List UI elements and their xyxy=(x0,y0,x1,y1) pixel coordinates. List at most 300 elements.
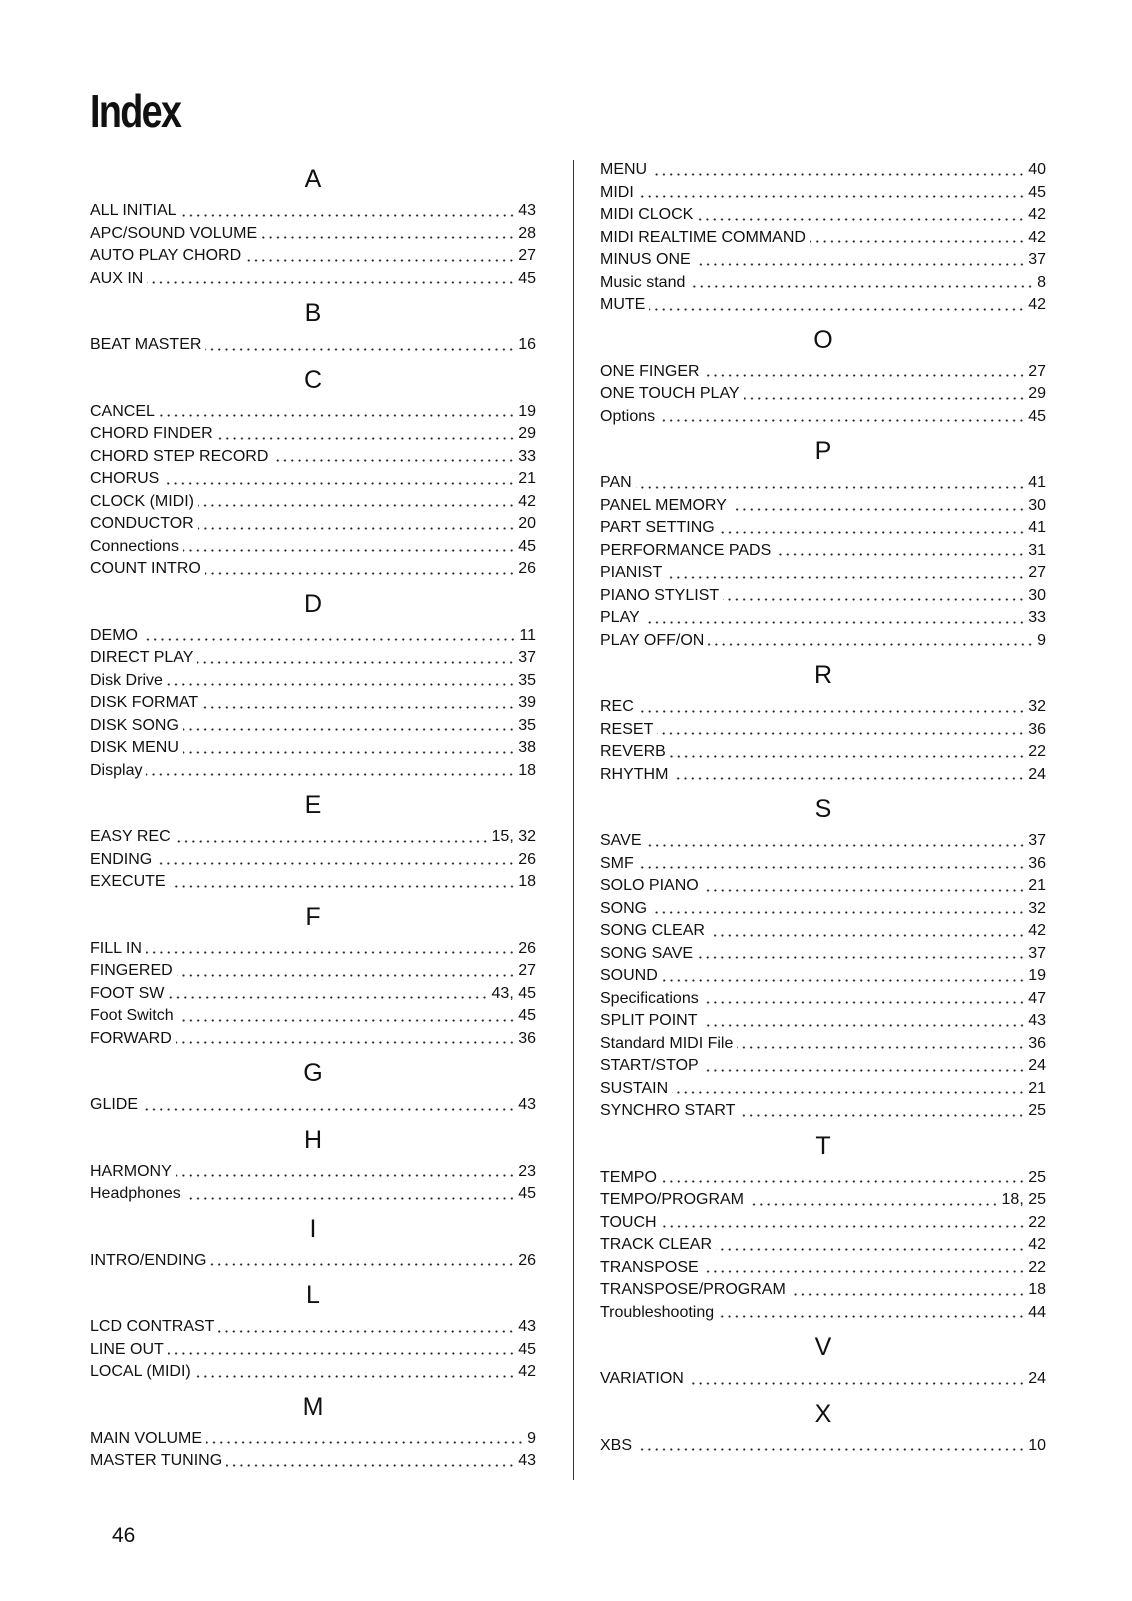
leader-dots xyxy=(703,1270,1026,1273)
entry-term: ALL INITIAL xyxy=(90,202,177,219)
entry-term: BEAT MASTER xyxy=(90,336,202,353)
index-section xyxy=(600,1123,1046,1325)
entry-term: CLOCK (MIDI) xyxy=(90,492,194,510)
entry-page: 42 xyxy=(1028,1236,1046,1253)
entry-page: 11 xyxy=(519,626,536,644)
entry-term: LOCAL (MIDI) xyxy=(90,1363,191,1380)
entry-page: 24 xyxy=(1028,1370,1046,1387)
entry-page: 32 xyxy=(1028,698,1046,715)
index-entry xyxy=(600,988,1046,1011)
entry-term: CHORD FINDER xyxy=(90,425,213,442)
entry-page: 30 xyxy=(1028,496,1046,514)
leader-dots xyxy=(142,1108,515,1111)
entry-term: PIANO STYLIST xyxy=(600,586,720,604)
entry-page: 21 xyxy=(1028,877,1046,894)
entry-term: SYNCHRO START xyxy=(600,1102,736,1119)
entry-page: 23 xyxy=(518,1162,536,1180)
index-entry xyxy=(90,1250,536,1273)
leader-dots xyxy=(181,214,516,217)
entry-term: REC xyxy=(600,698,634,715)
index-entry xyxy=(600,943,1046,966)
entry-page: 41 xyxy=(1028,474,1046,491)
entry-page: 27 xyxy=(518,247,536,264)
entry-page: 26 xyxy=(518,939,536,957)
leader-dots xyxy=(697,218,1025,221)
entry-term: FOOT SW xyxy=(90,984,165,1002)
entry-term: APC/SOUND VOLUME xyxy=(90,224,258,242)
entry-term: DEMO xyxy=(90,626,138,644)
index-column-right xyxy=(600,159,1046,1457)
leader-dots xyxy=(261,236,515,239)
leader-dots xyxy=(703,1069,1026,1072)
entry-page: 26 xyxy=(518,560,536,577)
index-entry xyxy=(90,513,536,536)
entry-term: SMF xyxy=(600,854,634,872)
index-entry xyxy=(600,1055,1046,1078)
entry-term: DIRECT PLAY xyxy=(90,649,194,666)
index-entry xyxy=(600,249,1046,272)
index-entry xyxy=(600,294,1046,317)
entry-page: 18 xyxy=(518,761,536,779)
entry-term: SPLIT POINT xyxy=(600,1012,698,1029)
entry-term: AUTO PLAY CHORD xyxy=(90,247,242,264)
index-entry xyxy=(90,826,536,849)
entry-page: 18, 25 xyxy=(1001,1191,1046,1208)
index-entry xyxy=(600,898,1046,921)
entry-term: DISK MENU xyxy=(90,739,179,756)
entry-term: LCD CONTRAST xyxy=(90,1318,215,1335)
entry-page: 16 xyxy=(518,336,536,353)
index-section xyxy=(600,786,1046,1123)
index-entry xyxy=(600,227,1046,250)
entry-term: MIDI xyxy=(600,183,634,201)
section-letter: F xyxy=(305,902,321,931)
entry-term: ONE TOUCH PLAY xyxy=(600,385,740,402)
entry-page: 42 xyxy=(518,1363,536,1380)
index-entry xyxy=(90,938,536,961)
entry-page: 21 xyxy=(518,470,536,487)
index-entry xyxy=(600,272,1046,295)
leader-dots xyxy=(205,348,515,351)
entry-term: COUNT INTRO xyxy=(90,560,201,577)
index-entry xyxy=(600,719,1046,742)
index-entry xyxy=(600,1212,1046,1235)
entry-page: 31 xyxy=(1028,541,1046,559)
entry-term: CHORD STEP RECORD xyxy=(90,447,269,465)
entry-term: LINE OUT xyxy=(90,1340,164,1358)
entry-page: 27 xyxy=(1028,362,1046,380)
entry-term: MASTER TUNING xyxy=(90,1452,223,1469)
leader-dots xyxy=(177,974,516,977)
entry-page: 35 xyxy=(518,671,536,689)
entry-page: 37 xyxy=(1028,251,1046,268)
entry-term: Music stand xyxy=(600,273,686,291)
section-letter: E xyxy=(304,791,322,819)
leader-dots xyxy=(731,508,1025,511)
entry-term: PIANIST xyxy=(600,564,663,581)
index-entry xyxy=(90,334,536,357)
entry-page: 45 xyxy=(518,1185,536,1202)
index-entry xyxy=(600,1167,1046,1190)
leader-dots xyxy=(205,572,515,575)
index-entry xyxy=(600,159,1046,182)
index-entry xyxy=(600,1100,1046,1123)
entry-term: TEMPO/PROGRAM xyxy=(600,1191,745,1208)
section-letter: R xyxy=(813,661,833,689)
index-section xyxy=(90,1117,536,1206)
entry-term: FILL IN xyxy=(90,939,142,957)
section-letter: L xyxy=(306,1281,320,1309)
leader-dots xyxy=(703,889,1026,892)
section-letter: P xyxy=(814,437,832,465)
entry-term: Display xyxy=(90,761,143,779)
entry-page: 36 xyxy=(518,1029,536,1047)
index-section xyxy=(600,652,1046,786)
index-entry xyxy=(600,540,1046,563)
entry-term: Specifications xyxy=(600,989,699,1007)
index-entry xyxy=(90,468,536,491)
index-entry xyxy=(600,764,1046,787)
leader-dots xyxy=(688,1382,1025,1385)
entry-term: FINGERED xyxy=(90,962,173,979)
leader-dots xyxy=(748,1203,999,1206)
leader-dots xyxy=(636,1448,1025,1451)
leader-dots xyxy=(659,419,1025,422)
entry-page: 8 xyxy=(1037,273,1046,291)
section-letter: M xyxy=(302,1392,324,1421)
index-entry xyxy=(600,1010,1046,1033)
leader-dots xyxy=(744,397,1026,400)
index-entry xyxy=(600,1279,1046,1302)
leader-dots xyxy=(670,755,1025,758)
entry-page: 24 xyxy=(1028,765,1046,783)
entry-page: 21 xyxy=(1028,1079,1046,1097)
leader-dots xyxy=(198,504,515,507)
index-entry xyxy=(600,406,1046,429)
index-entry xyxy=(90,536,536,559)
index-entry xyxy=(600,1033,1046,1056)
entry-term: SONG CLEAR xyxy=(600,922,705,939)
index-entry xyxy=(600,853,1046,876)
entry-page: 29 xyxy=(518,425,536,442)
index-entry xyxy=(90,849,536,872)
leader-dots xyxy=(245,259,515,262)
leader-dots xyxy=(218,1330,515,1333)
section-letter: H xyxy=(303,1125,323,1154)
entry-page: 25 xyxy=(1028,1102,1046,1119)
entry-page: 45 xyxy=(518,1340,536,1358)
index-section xyxy=(600,159,1046,317)
entry-term: SONG SAVE xyxy=(600,944,694,962)
leader-dots xyxy=(719,531,1026,534)
entry-page: 18 xyxy=(1028,1281,1046,1298)
index-entry xyxy=(90,1450,536,1473)
entry-term: CONDUCTOR xyxy=(90,515,194,532)
index-entry xyxy=(600,517,1046,540)
leader-dots xyxy=(202,706,515,709)
entry-term: PART SETTING xyxy=(600,519,715,536)
entry-term: CANCEL xyxy=(90,402,155,420)
leader-dots xyxy=(195,1375,515,1378)
leader-dots xyxy=(185,1197,515,1200)
entry-term: REVERB xyxy=(600,743,666,760)
index-section xyxy=(90,782,536,894)
entry-term: PLAY OFF/ON xyxy=(600,631,705,649)
leader-dots xyxy=(638,195,1025,198)
entry-term: Foot Switch xyxy=(90,1007,174,1024)
entry-term: ONE FINGER xyxy=(600,362,700,380)
leader-dots xyxy=(183,728,515,731)
entry-page: 28 xyxy=(518,224,536,242)
entry-page: 19 xyxy=(518,402,536,420)
entry-page: 37 xyxy=(1028,832,1046,849)
leader-dots xyxy=(695,263,1026,266)
index-entry xyxy=(90,670,536,693)
leader-dots xyxy=(638,710,1025,713)
entry-page: 43 xyxy=(1028,1012,1046,1029)
entry-page: 22 xyxy=(1028,743,1046,760)
leader-dots xyxy=(638,866,1025,869)
entry-page: 42 xyxy=(1028,228,1046,246)
index-section xyxy=(600,428,1046,652)
index-entry xyxy=(90,1428,536,1451)
leader-dots xyxy=(206,1441,524,1444)
entry-term: FORWARD xyxy=(90,1029,172,1047)
entry-term: TEMPO xyxy=(600,1168,657,1186)
entry-page: 42 xyxy=(1028,922,1046,939)
entry-page: 32 xyxy=(1028,899,1046,917)
leader-dots xyxy=(810,240,1025,243)
entry-page: 42 xyxy=(1028,296,1046,313)
index-entry xyxy=(90,1094,536,1117)
section-letter: I xyxy=(309,1214,317,1243)
leader-dots xyxy=(146,951,515,954)
index-entry xyxy=(600,1234,1046,1257)
entry-term: Headphones xyxy=(90,1185,181,1202)
index-entry xyxy=(90,558,536,581)
index-entry xyxy=(600,182,1046,205)
leader-dots xyxy=(703,1001,1025,1004)
section-letter: A xyxy=(304,165,322,193)
entry-page: 38 xyxy=(518,739,536,756)
index-entry xyxy=(600,1435,1046,1458)
index-entry xyxy=(90,1161,536,1184)
index-entry xyxy=(90,960,536,983)
entry-page: 10 xyxy=(1028,1436,1046,1454)
index-entry xyxy=(600,1189,1046,1212)
entry-term: INTRO/ENDING xyxy=(90,1251,207,1269)
entry-page: 33 xyxy=(518,447,536,465)
section-letter: S xyxy=(814,795,832,823)
entry-page: 30 xyxy=(1028,586,1046,604)
section-letter: O xyxy=(813,325,833,354)
leader-dots xyxy=(197,661,515,664)
entry-term: VARIATION xyxy=(600,1370,684,1387)
index-entry xyxy=(600,875,1046,898)
index-entry xyxy=(90,715,536,738)
leader-dots xyxy=(644,621,1025,624)
entry-page: 45 xyxy=(1028,407,1046,425)
entry-page: 42 xyxy=(1028,206,1046,223)
page-title: Index xyxy=(90,85,181,137)
entry-page: 45 xyxy=(518,1007,536,1024)
entry-page: 24 xyxy=(1028,1057,1046,1074)
entry-page: 36 xyxy=(1028,720,1046,738)
entry-term: SAVE xyxy=(600,832,642,849)
index-entry xyxy=(600,1368,1046,1391)
entry-term: CHORUS xyxy=(90,470,160,487)
index-entry xyxy=(90,401,536,424)
index-section xyxy=(90,1384,536,1473)
entry-term: Disk Drive xyxy=(90,671,163,689)
leader-dots xyxy=(163,482,515,485)
index-entry xyxy=(90,446,536,469)
index-entry xyxy=(90,1028,536,1051)
index-entry xyxy=(600,361,1046,384)
index-entry xyxy=(90,1005,536,1028)
entry-term: TRANSPOSE xyxy=(600,1258,699,1276)
section-letter: T xyxy=(815,1131,831,1160)
index-entry xyxy=(90,223,536,246)
entry-term: EASY REC xyxy=(90,828,171,845)
index-section xyxy=(600,1391,1046,1458)
index-section xyxy=(90,290,536,357)
entry-term: AUX IN xyxy=(90,269,144,287)
leader-dots xyxy=(156,862,515,865)
index-entry xyxy=(90,268,536,291)
entry-page: 35 xyxy=(518,716,536,734)
index-entry xyxy=(90,1183,536,1206)
entry-term: PERFORMANCE PADS xyxy=(600,541,772,559)
index-entry xyxy=(600,920,1046,943)
entry-term: SONG xyxy=(600,899,648,917)
entry-page: 45 xyxy=(1028,183,1046,201)
entry-page: 27 xyxy=(1028,564,1046,581)
leader-dots xyxy=(168,1352,515,1355)
leader-dots xyxy=(175,840,489,843)
index-entry xyxy=(600,383,1046,406)
index-section xyxy=(90,1050,536,1117)
entry-term: PAN xyxy=(600,474,632,491)
index-section xyxy=(90,357,536,581)
leader-dots xyxy=(176,1041,515,1044)
leader-dots xyxy=(790,1293,1025,1296)
entry-page: 36 xyxy=(1028,1034,1046,1052)
leader-dots xyxy=(651,911,1025,914)
entry-page: 27 xyxy=(518,962,536,979)
index-section xyxy=(90,1272,536,1384)
leader-dots xyxy=(657,732,1025,735)
entry-term: TRANSPOSE/PROGRAM xyxy=(600,1281,786,1298)
index-entry xyxy=(600,495,1046,518)
leader-dots xyxy=(159,414,515,417)
index-entry xyxy=(90,491,536,514)
index-entry xyxy=(90,1361,536,1384)
entry-page: 37 xyxy=(1028,944,1046,962)
index-entry xyxy=(90,760,536,783)
entry-page: 37 xyxy=(518,649,536,666)
leader-dots xyxy=(217,437,516,440)
index-entry xyxy=(600,607,1046,630)
entry-page: 45 xyxy=(518,269,536,287)
leader-dots xyxy=(178,1019,516,1022)
entry-page: 22 xyxy=(1028,1258,1046,1276)
entry-page: 26 xyxy=(518,1251,536,1269)
index-section xyxy=(90,894,536,1051)
index-column-left xyxy=(90,156,536,1473)
leader-dots xyxy=(147,281,515,284)
entry-page: 40 xyxy=(1028,161,1046,178)
entry-term: HARMONY xyxy=(90,1162,172,1180)
leader-dots xyxy=(716,1248,1025,1251)
index-entry xyxy=(90,983,536,1006)
entry-term: XBS xyxy=(600,1436,633,1454)
leader-dots xyxy=(702,1024,1026,1027)
entry-page: 29 xyxy=(1028,385,1046,402)
index-entry xyxy=(600,1302,1046,1325)
section-letter: B xyxy=(304,299,322,327)
index-section xyxy=(600,1324,1046,1391)
entry-term: SOUND xyxy=(600,967,658,984)
leader-dots xyxy=(709,934,1025,937)
entry-page: 43 xyxy=(518,1096,536,1113)
entry-term: Options xyxy=(600,407,656,425)
entry-page: 18 xyxy=(518,873,536,890)
leader-dots xyxy=(168,996,488,999)
leader-dots xyxy=(146,773,515,776)
entry-page: 9 xyxy=(527,1429,536,1447)
index-entry xyxy=(90,871,536,894)
leader-dots xyxy=(672,777,1025,780)
index-entry xyxy=(90,423,536,446)
leader-dots xyxy=(723,598,1025,601)
entry-term: DISK SONG xyxy=(90,716,179,734)
leader-dots xyxy=(210,1263,515,1266)
entry-term: MIDI CLOCK xyxy=(600,206,694,223)
index-entry xyxy=(600,1257,1046,1280)
entry-page: 20 xyxy=(518,515,536,532)
leader-dots xyxy=(651,173,1025,176)
entry-page: 25 xyxy=(1028,1168,1046,1186)
index-entry xyxy=(90,245,536,268)
entry-page: 43 xyxy=(518,1452,536,1469)
leader-dots xyxy=(167,683,515,686)
entry-page: 9 xyxy=(1037,631,1046,649)
leader-dots xyxy=(176,1174,515,1177)
entry-term: SUSTAIN xyxy=(600,1079,669,1097)
leader-dots xyxy=(666,576,1025,579)
leader-dots xyxy=(661,1180,1025,1183)
entry-term: RHYTHM xyxy=(600,765,669,783)
index-entry xyxy=(600,630,1046,653)
entry-page: 15, 32 xyxy=(491,828,536,845)
leader-dots xyxy=(183,549,515,552)
index-entry xyxy=(600,204,1046,227)
entry-page: 41 xyxy=(1028,519,1046,536)
index-section xyxy=(90,156,536,290)
leader-dots xyxy=(183,751,515,754)
entry-term: MUTE xyxy=(600,296,646,313)
index-entry xyxy=(90,692,536,715)
column-divider xyxy=(573,160,574,1480)
section-letter: X xyxy=(814,1399,832,1428)
entry-page: 42 xyxy=(518,492,536,510)
leader-dots xyxy=(775,553,1025,556)
index-entry xyxy=(600,830,1046,853)
index-entry xyxy=(600,562,1046,585)
index-section xyxy=(600,317,1046,429)
leader-dots xyxy=(226,1464,515,1467)
